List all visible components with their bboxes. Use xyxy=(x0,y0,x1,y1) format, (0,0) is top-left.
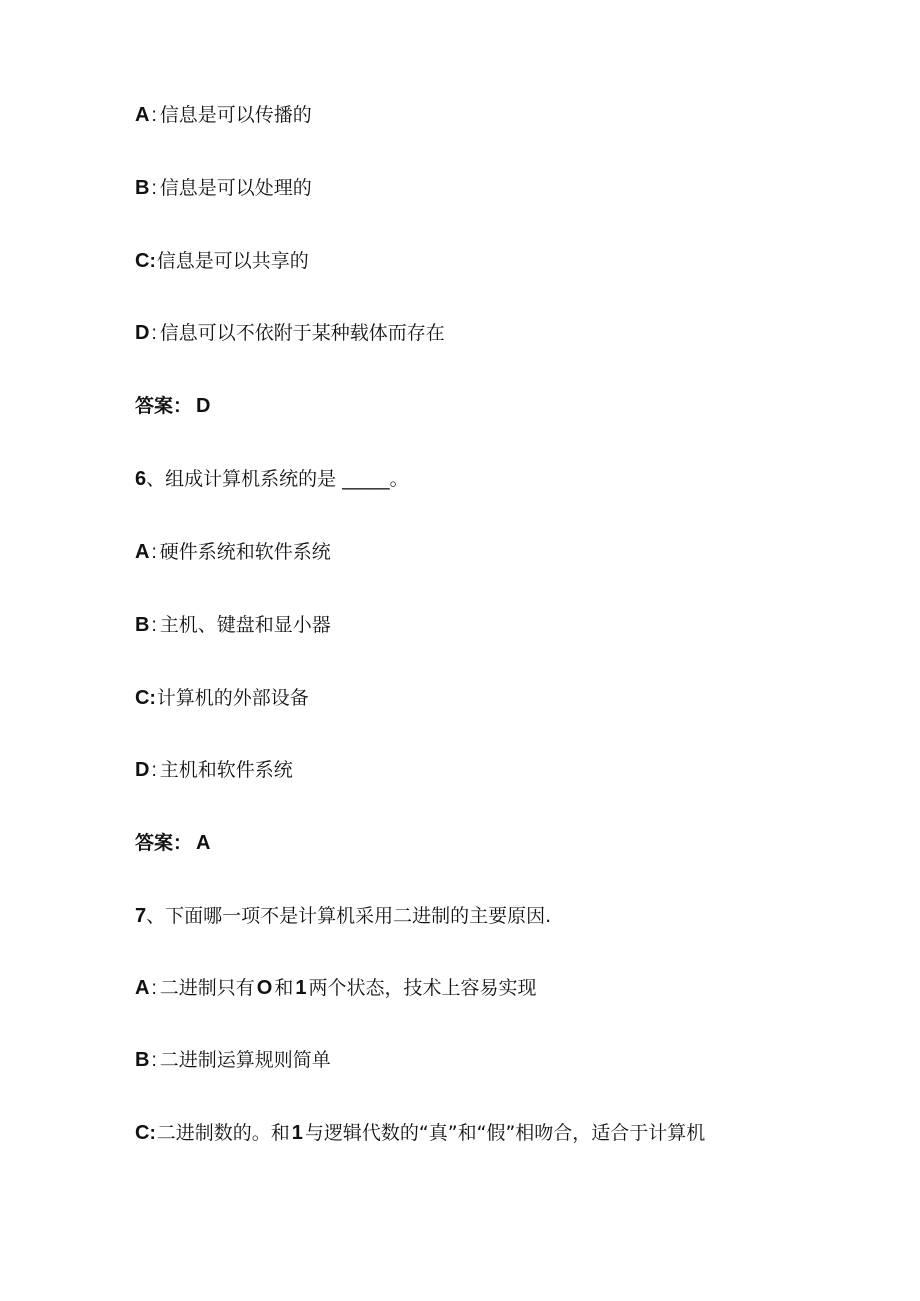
option-text: 硬件系统和软件系统 xyxy=(159,541,331,563)
question-text: 、组成计算机系统的是 _____。 xyxy=(146,468,409,490)
option-key: C xyxy=(135,687,150,709)
q6-option-a xyxy=(135,537,331,567)
option-text: 信息是可以共享的 xyxy=(156,250,309,272)
answer-line xyxy=(135,391,210,421)
option-separator: : xyxy=(149,1123,156,1144)
question-7 xyxy=(135,901,551,931)
option-text: 两个状态，技术上容易实现 xyxy=(308,977,537,999)
q6-option-c xyxy=(135,683,309,713)
option-c xyxy=(135,246,309,276)
option-key: C xyxy=(135,250,150,272)
option-text: 二进制数的。和 xyxy=(156,1122,290,1144)
question-number: 6 xyxy=(135,468,147,490)
option-separator: : xyxy=(151,978,157,999)
option-key: A xyxy=(135,541,150,563)
option-b xyxy=(135,173,312,203)
option-text: 信息可以不依附于某种载体而存在 xyxy=(159,322,445,344)
answer-label: 答案： xyxy=(135,395,193,417)
option-text: 和 xyxy=(274,977,294,999)
option-separator: : xyxy=(149,688,156,709)
option-key: D xyxy=(135,759,150,781)
option-separator: : xyxy=(149,251,156,272)
option-text: 信息是可以传播的 xyxy=(159,104,312,126)
option-key: A xyxy=(135,104,150,126)
option-separator: : xyxy=(151,615,157,636)
option-text: 1 xyxy=(291,1122,303,1144)
option-a xyxy=(135,100,312,130)
option-separator: : xyxy=(151,178,157,199)
option-key: B xyxy=(135,1049,150,1071)
option-text: 二进制运算规则简单 xyxy=(159,1049,331,1071)
q6-option-d xyxy=(135,755,293,785)
option-key: A xyxy=(135,977,150,999)
option-text: 主机和软件系统 xyxy=(159,759,293,781)
option-text: 主机、键盘和显小器 xyxy=(159,614,331,636)
q7-option-a xyxy=(135,973,536,1003)
option-text: 与逻辑代数的“真”和“假”相吻合，适合于计算机 xyxy=(304,1122,706,1144)
option-key: D xyxy=(135,322,150,344)
answer-value: D xyxy=(196,395,211,417)
option-separator: : xyxy=(151,542,157,563)
answer-value: A xyxy=(196,832,211,854)
question-number: 7 xyxy=(135,905,147,927)
answer-label: 答案： xyxy=(135,832,193,854)
option-key: B xyxy=(135,614,150,636)
q7-option-b xyxy=(135,1045,331,1075)
q7-option-c xyxy=(135,1118,705,1148)
option-text: 计算机的外部设备 xyxy=(156,687,309,709)
option-key: B xyxy=(135,177,150,199)
option-text: O xyxy=(256,977,273,999)
option-separator: : xyxy=(151,323,157,344)
question-text: 、下面哪一项不是计算机采用二进制的主要原因. xyxy=(146,905,552,927)
option-separator: : xyxy=(151,1050,157,1071)
question-6 xyxy=(135,464,409,494)
option-separator: : xyxy=(151,760,157,781)
q6-answer-line xyxy=(135,828,210,858)
option-text: 1 xyxy=(295,977,307,999)
option-separator: : xyxy=(151,105,157,126)
option-key: C xyxy=(135,1122,150,1144)
option-text: 二进制只有 xyxy=(159,977,255,999)
q6-option-b xyxy=(135,610,331,640)
option-d xyxy=(135,318,445,348)
option-text: 信息是可以处理的 xyxy=(159,177,312,199)
